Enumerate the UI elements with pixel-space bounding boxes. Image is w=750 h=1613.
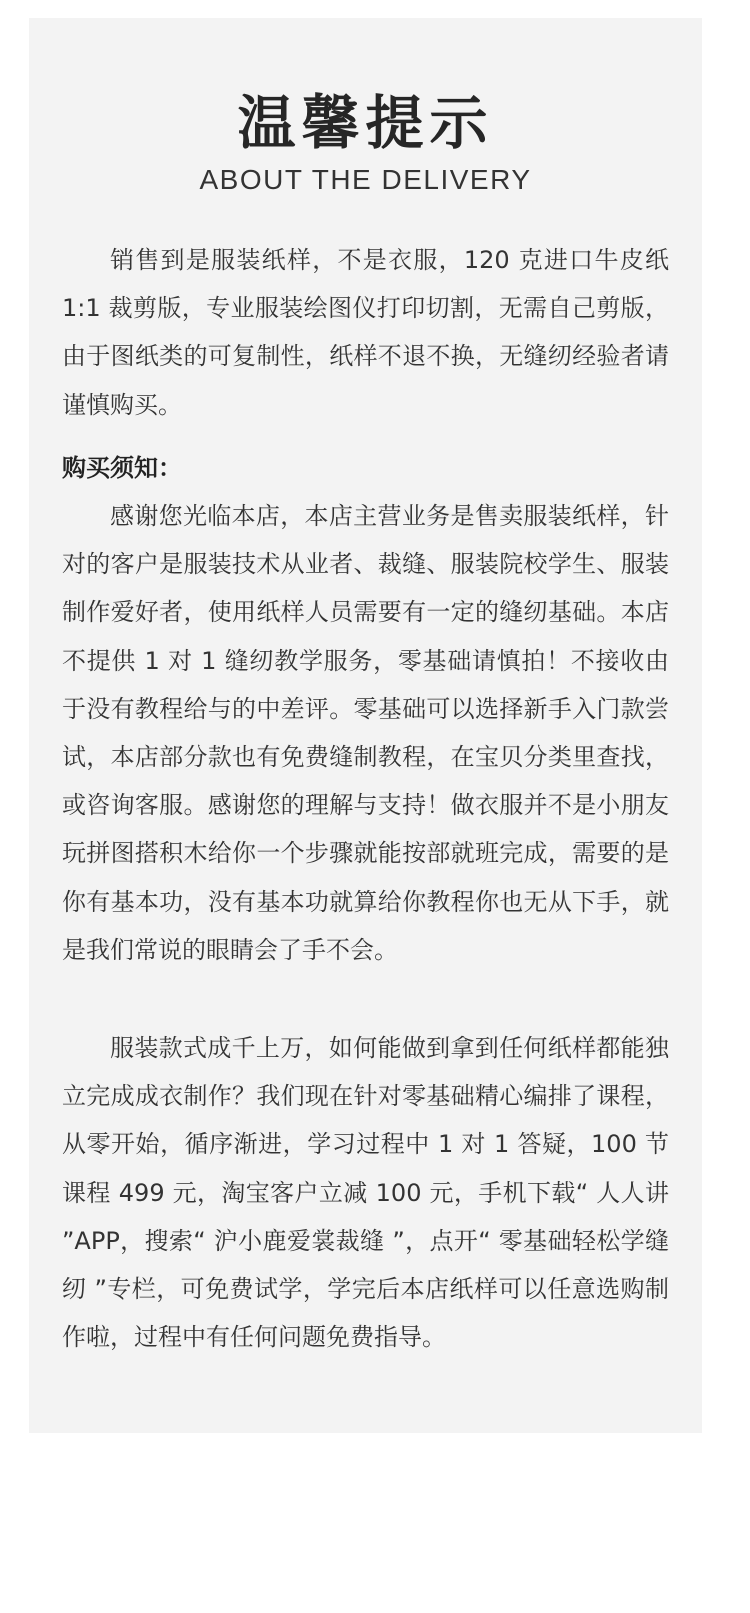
purchase-paragraph-2: 服装款式成千上万，如何能做到拿到任何纸样都能独立完成成衣制作？我们现在针对零基础精心编排了课程，从零开始，循序渐进，学习过程中 1 对 1 答疑，100 节课程 499 元，淘宝客户立减 100 元，手机下载“ 人人讲 ”APP，搜索“ 沪小鹿爱裳裁缝 ”，点开“ 零基础轻松学缝纫 ”专栏，可免费试学，学完后本店纸样可以任意选购制作啦，过程中有任何问题免费指导。 — [62, 1034, 669, 1352]
notice-subtitle: ABOUT THE DELIVERY — [199, 164, 532, 195]
purchase-notes-heading: 购买须知： — [62, 454, 182, 482]
notice-title: 温馨提示 — [237, 89, 494, 157]
purchase-paragraph-1: 感谢您光临本店，本店主营业务是售卖服装纸样，针对的客户是服装技术从业者、裁缝、服装院校学生、服装制作爱好者，使用纸样人员需要有一定的缝纫基础。本店不提供 1 对 1 缝纫教学服务，零基础请慎拍！不接收由于没有教程给与的中差评。零基础可以选择新手入门款尝试，本店部分款也有免费缝制教程，在宝贝分类里查找，或咨询客服。感谢您的理解与支持！做衣服并不是小朋友玩拼图搭积木给你一个步骤就能按部就班完成，需要的是你有基本功，没有基本功就算给你教程你也无从下手，就是我们常说的眼睛会了手不会。 — [62, 502, 669, 964]
delivery-notice-panel — [29, 18, 702, 1433]
intro-paragraph: 销售到是服装纸样，不是衣服，120 克进口牛皮纸 1:1 裁剪版，专业服装绘图仪打印切割，无需自己剪版，由于图纸类的可复制性，纸样不退不换，无缝纫经验者请谨慎购买。 — [62, 246, 669, 419]
